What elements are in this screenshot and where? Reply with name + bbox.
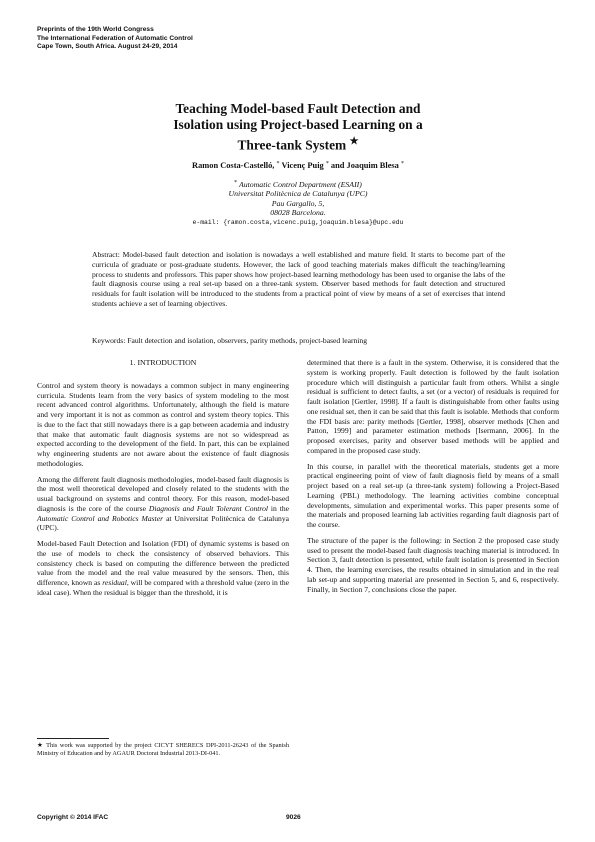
conference-header (37, 26, 337, 52)
affiliation-university: Universitat Politècnica de Catalunya (UPC) (228, 189, 368, 199)
intro-paragraph-1: Control and system theory is nowadays a common subject in many engineering curricula. Students learn from the very basics of system modeling to the most recent advanced control algorithms. Unfortunately, although the field is mature and very important it is not as common as control and system theory topics. This is due to the fact that still nowadays there is a gap between academia and industry that make that automatic fault diagnosis systems are not so widespread as expected according to the development of the field. In part, this can be explained why engineering students are not aware about the existence of fault diagnosis methodologies. (37, 380, 289, 468)
author-affiliation-mark: * (325, 160, 329, 167)
intro-paragraph-4: In this course, in parallel with the theoretical materials, students get a more practical engineering point of view of fault diagnosis field by means of a small project based on a real set-up (a three-tank system) following a Project-Based Learning (PBL) methodology. The learning activities combine conceptual developments, simulation and experimental works. This paper presents some of the materials and proposed learning lab activities regarding fault diagnosis part of the course. (307, 461, 559, 529)
footnote-text: This work was supported by the project CICYT SHERECS DPI-2011-26243 of the Spanish Ministry of Education and by AGAUR Doctorat Industrial 2013-DI-041. (37, 742, 289, 758)
page-number: 9026 (286, 814, 301, 821)
federation-name: The International Federation of Automatic Control (37, 34, 193, 42)
title-line-2: Isolation using Project-based Learning on a (173, 117, 423, 133)
conference-name: Preprints of the 19th World Congress (37, 26, 154, 33)
author-email: e-mail: {ramon.costa,vicenc.puig,joaquim.blesa}@upc.edu (192, 219, 404, 227)
keywords: Keywords: Fault detection and isolation, observers, parity methods, project-based learning (92, 336, 367, 345)
paper-title (133, 101, 463, 154)
author-affiliation-mark: * (276, 160, 280, 167)
funding-footnote (37, 742, 289, 758)
affiliation-department: Automatic Control Department (ESAII) (238, 179, 362, 189)
footnote-divider (37, 738, 109, 739)
affiliation-city: 08028 Barcelona. (270, 208, 326, 218)
copyright-notice: Copyright © 2014 IFAC (37, 814, 109, 821)
footnote-mark: ★ (37, 742, 44, 749)
right-column (307, 358, 559, 600)
title-block (37, 101, 559, 226)
intro-paragraph-3-continued: determined that there is a fault in the system. Otherwise, it is considered that the system is working properly. Fault detection is followed by the fault isolation procedure which will distinguish a particular fault from others. Whilst a single residual is sufficient to detect faults, a set (or a vector) of residuals is required for fault isolation [Gertler, 1998]. If a fault is distinguishable from other faults using one residual set, then it can be said that this fault is isolable. Methods that conform the FDI basis are: parity methods [Gertler, 1998], observer methods [Chen and Patton, 1999] and parameter estimation methods [Isermann, 2006]. In the proposed exercises, parity and observer based methods will be applied and compared in the proposed case study. (307, 358, 559, 455)
title-footnote-mark: ★ (349, 135, 359, 147)
term-residual: residual (102, 578, 127, 587)
conference-location-date: Cape Town, South Africa. August 24-29, 2014 (37, 43, 178, 51)
intro-paragraph-2: Among the different fault diagnosis methodologies, model-based fault diagnosis is the most well theoretical developed and closely related to the students with the usual background on systems and control theory. For this reason, model-based diagnosis is the core of the course Diagnosis and Fault Tolerant Control in the Automatic Control and Robotics Master at Universitat Politècnica de Catalunya (UPC). (37, 474, 289, 533)
author-1: Ramon Costa-Castelló, (192, 160, 275, 170)
affiliation (37, 179, 559, 218)
intro-paragraph-3: Model-based Fault Detection and Isolation (FDI) of dynamic systems is based on the use of models to check the consistency of observed behaviors. This consistency check is based on computing the difference between the predicted value from the model and the real value measured by the sensors. Then, this difference, known as residual, will be compared with a threshold value (zero in the ideal case). When the residual is bigger than the threshold, it is (37, 539, 290, 597)
abstract: Abstract: Model-based fault detection and isolation is nowadays a well established and mature field. It starts to become part of the curricula of graduate or post-graduate students. However, the lack of good teaching materials makes difficult the teaching/learning process to students and professors. This paper shows how project-based learning methodology has been used to organise the labs of the fault diagnosis course using a real set-up based on a three-tank system. Observer based methods for fault detection and structured residuals for fault isolation will be introduced to the students from a practical point of view by means of a set of exercises that intend students achieve a set of learning objectives. (92, 250, 505, 308)
section-heading: 1. INTRODUCTION (129, 358, 197, 367)
left-column (37, 358, 289, 604)
title-line-3: Three-tank System (237, 137, 347, 153)
author-list (37, 161, 559, 170)
author-affiliation-mark: * (400, 160, 404, 167)
intro-paragraph-5: The structure of the paper is the following: in Section 2 the proposed case study used to present the model-based fault diagnosis teaching material is introduced. In Section 3, fault detection is presented, while fault isolation is presented in Section 4. Then, the learning exercises, the results obtained in simulation and in the real lab set-up and supporting material are presented in Section 5, and 6, respectively. Finally, in Section 7, conclusions close the paper. (307, 535, 559, 594)
author-3: and Joaquim Blesa (330, 160, 399, 170)
master-program-name: Automatic Control and Robotics Master (37, 513, 164, 523)
affiliation-mark: * (234, 179, 238, 186)
affiliation-street: Pau Gargallo, 5, (271, 198, 325, 208)
title-line-1: Teaching Model-based Fault Detection and (175, 101, 421, 116)
course-name: Diagnosis and Fault Tolerant Control (148, 503, 268, 513)
author-2: Vicenç Puig (281, 160, 324, 170)
